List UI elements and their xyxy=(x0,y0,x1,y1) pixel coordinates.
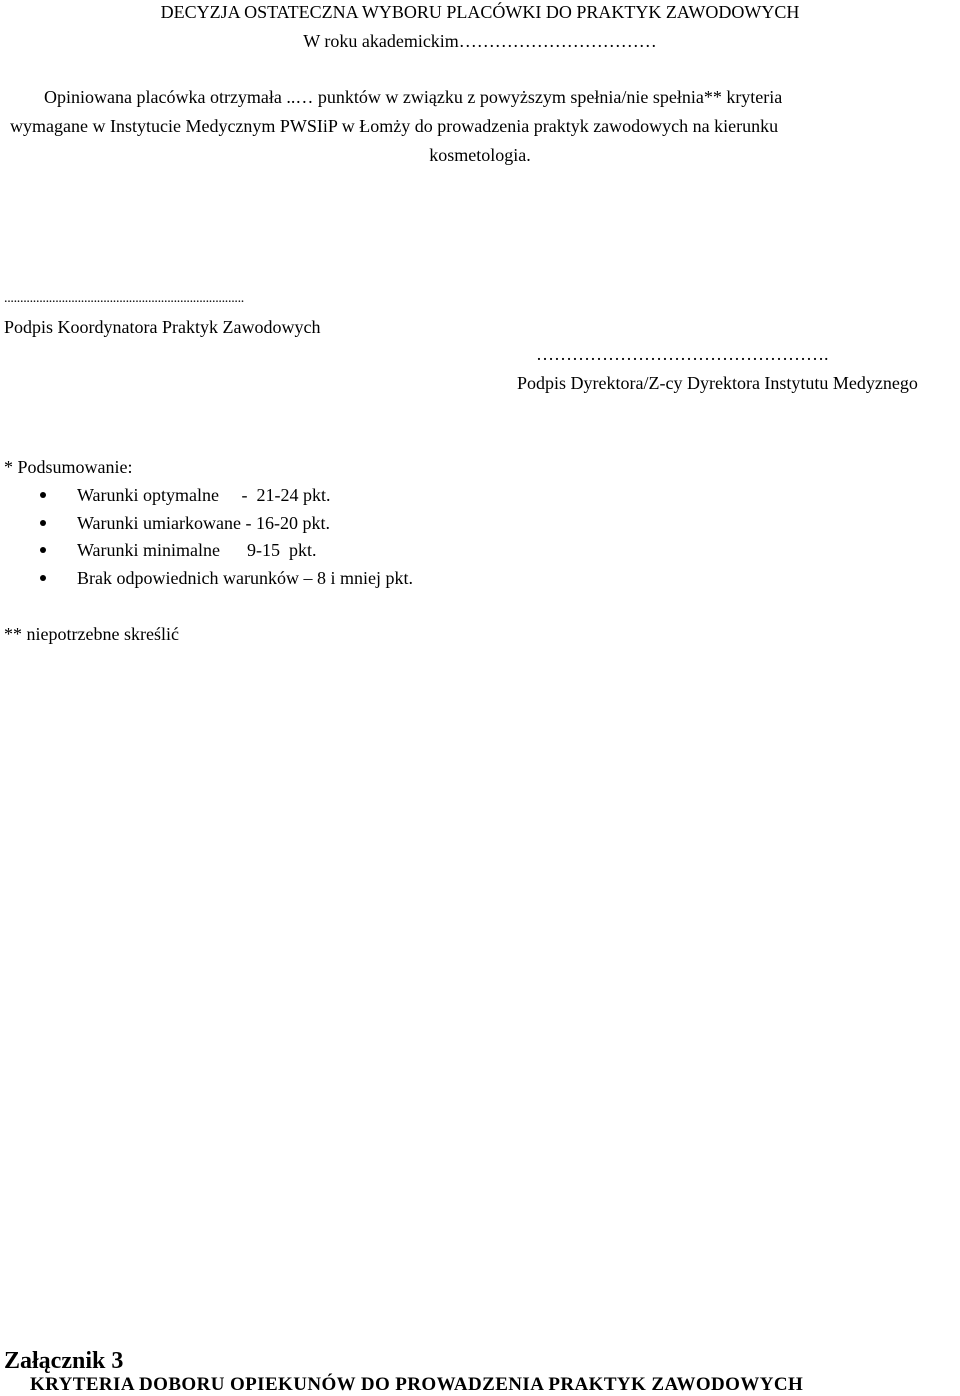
footnote: ** niepotrzebne skreślić xyxy=(4,624,179,644)
director-signature-label: Podpis Dyrektora/Z-cy Dyrektora Instytutu Medyznego xyxy=(517,373,918,393)
annex-title: Załącznik 3 xyxy=(4,1348,124,1374)
director-signature-line: …………………………………………. xyxy=(536,344,829,364)
body-line-1: Opiniowana placówka otrzymała ..… punktów w związku z powyższym spełnia/nie spełnia** kryteria xyxy=(44,87,783,107)
academic-year: W roku akademickim…………………………… xyxy=(303,31,657,51)
list-item-text: Warunki optymalne - 21-24 pkt. xyxy=(77,485,331,505)
coordinator-signature-label: Podpis Koordynatora Praktyk Zawodowych xyxy=(4,317,321,337)
annex-subtitle: KRYTERIA DOBORU OPIEKUNÓW DO PROWADZENIA PRAKTYK ZAWODOWYCH xyxy=(30,1374,804,1395)
summary-heading: * Podsumowanie: xyxy=(4,457,133,477)
body-line-3: kosmetologia. xyxy=(429,145,531,165)
bullet-icon xyxy=(40,575,46,581)
list-item-text: Warunki umiarkowane - 16-20 pkt. xyxy=(77,513,330,533)
coordinator-signature-line: ........................................................................... xyxy=(4,291,245,306)
bullet-icon xyxy=(40,520,46,526)
body-line-2: wymagane w Instytucie Medycznym PWSIiP w Łomży do prowadzenia praktyk zawodowych na kierunku xyxy=(10,116,779,136)
bullet-icon xyxy=(40,492,46,498)
decision-title: DECYZJA OSTATECZNA WYBORU PLACÓWKI DO PRAKTYK ZAWODOWYCH xyxy=(160,2,800,22)
list-item-text: Brak odpowiednich warunków – 8 i mniej pkt. xyxy=(77,568,413,588)
bullet-icon xyxy=(40,547,46,553)
list-item-text: Warunki minimalne 9-15 pkt. xyxy=(77,540,317,560)
